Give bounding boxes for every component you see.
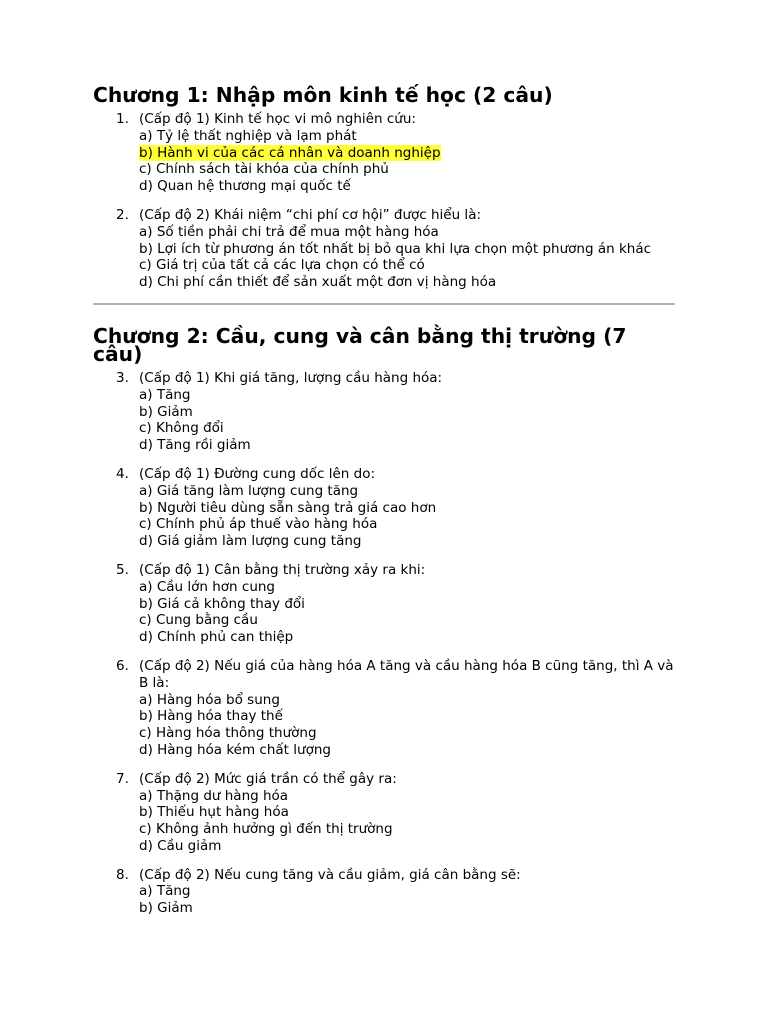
section-divider: [93, 303, 675, 305]
option-b: b) Hàng hóa thay thế: [139, 708, 283, 725]
option-c: c) Cung bằng cầu: [139, 612, 258, 629]
option-a: a) Tăng: [139, 386, 191, 403]
question-item: [93, 658, 675, 759]
option-a: a) Giá tăng làm lượng cung tăng: [139, 482, 359, 499]
question-item: [93, 771, 675, 855]
question-number: 5.: [116, 561, 129, 578]
question-text: (Cấp độ 2) Mức giá trần có thể gây ra:: [139, 770, 397, 787]
question-number: 1.: [116, 111, 129, 127]
option-a: a) Tăng: [139, 883, 191, 900]
option-b: b) Giảm: [139, 403, 193, 420]
option-b: b) Giá cả không thay đổi: [139, 595, 305, 612]
question-item: [93, 466, 675, 550]
chapter-title: Chương 1: Nhập môn kinh tế học (2 câu): [93, 83, 553, 107]
option-d: d) Giá giảm làm lượng cung tăng: [139, 533, 362, 550]
question-text: (Cấp độ 2) Nếu giá của hàng hóa A tăng và cầu hàng hóa B cũng tăng, thì A và B là:: [139, 657, 674, 691]
question-number: 7.: [116, 770, 129, 787]
chapter-title: Chương 2: Cầu, cung và cân bằng thị trường (7 câu): [93, 323, 627, 366]
question-number: 6.: [116, 657, 129, 674]
option-c: c) Không ảnh hưởng gì đến thị trường: [139, 821, 393, 838]
question-number: 2.: [116, 206, 129, 223]
question-item: [93, 370, 675, 454]
question-text: (Cấp độ 2) Khái niệm “chi phí cơ hội” được hiểu là:: [139, 206, 482, 223]
option-b: b) Lợi ích từ phương án tốt nhất bị bỏ qua khi lựa chọn một phương án khác: [139, 240, 652, 257]
question-number: 3.: [116, 369, 129, 386]
option-d: d) Hàng hóa kém chất lượng: [139, 741, 331, 758]
question-item: [93, 562, 675, 646]
option-d: d) Chi phí cần thiết để sản xuất một đơn vị hàng hóa: [139, 274, 497, 291]
question-text: (Cấp độ 1) Cân bằng thị trường xảy ra khi:: [139, 561, 426, 578]
option-b: b) Giảm: [139, 900, 193, 917]
question-text: (Cấp độ 1) Kinh tế học vi mô nghiên cứu:: [139, 111, 416, 127]
option-a: a) Hàng hóa bổ sung: [139, 691, 280, 708]
option-a: a) Cầu lớn hơn cung: [139, 578, 276, 595]
option-b: b) Thiếu hụt hàng hóa: [139, 804, 289, 821]
highlighted-answer: b) Hành vi của các cá nhân và doanh nghiệp: [139, 144, 441, 161]
option-d: d) Cầu giảm: [139, 837, 222, 854]
question-item: [93, 111, 675, 195]
option-a: a) Số tiền phải chi trả để mua một hàng hóa: [139, 223, 439, 240]
question-text: (Cấp độ 2) Nếu cung tăng và cầu giảm, giá cân bằng sẽ:: [139, 866, 521, 883]
option-d: d) Chính phủ can thiệp: [139, 629, 294, 646]
question-list: [93, 111, 675, 291]
option-a: a) Tỷ lệ thất nghiệp và lạm phát: [139, 127, 357, 144]
option-a: a) Thặng dư hàng hóa: [139, 787, 289, 804]
option-d: d) Quan hệ thương mại quốc tế: [139, 178, 351, 195]
question-text: (Cấp độ 1) Đường cung dốc lên do:: [139, 465, 376, 482]
option-b: b) Người tiêu dùng sẵn sàng trả giá cao hơn: [139, 499, 437, 516]
question-item: [93, 207, 675, 291]
option-d: d) Tăng rồi giảm: [139, 437, 251, 454]
option-c: c) Chính sách tài khóa của chính phủ: [139, 161, 389, 178]
option-c: c) Không đổi: [139, 420, 224, 437]
question-number: 4.: [116, 465, 129, 482]
option-c: c) Giá trị của tất cả các lựa chọn có thể có: [139, 257, 425, 274]
question-item: [93, 867, 675, 917]
option-b: [139, 145, 675, 162]
question-text: (Cấp độ 1) Khi giá tăng, lượng cầu hàng hóa:: [139, 369, 443, 386]
document-page: [93, 83, 675, 929]
option-c: c) Hàng hóa thông thường: [139, 725, 317, 742]
question-number: 8.: [116, 866, 129, 883]
option-c: c) Chính phủ áp thuế vào hàng hóa: [139, 516, 378, 533]
question-list: [93, 370, 675, 917]
